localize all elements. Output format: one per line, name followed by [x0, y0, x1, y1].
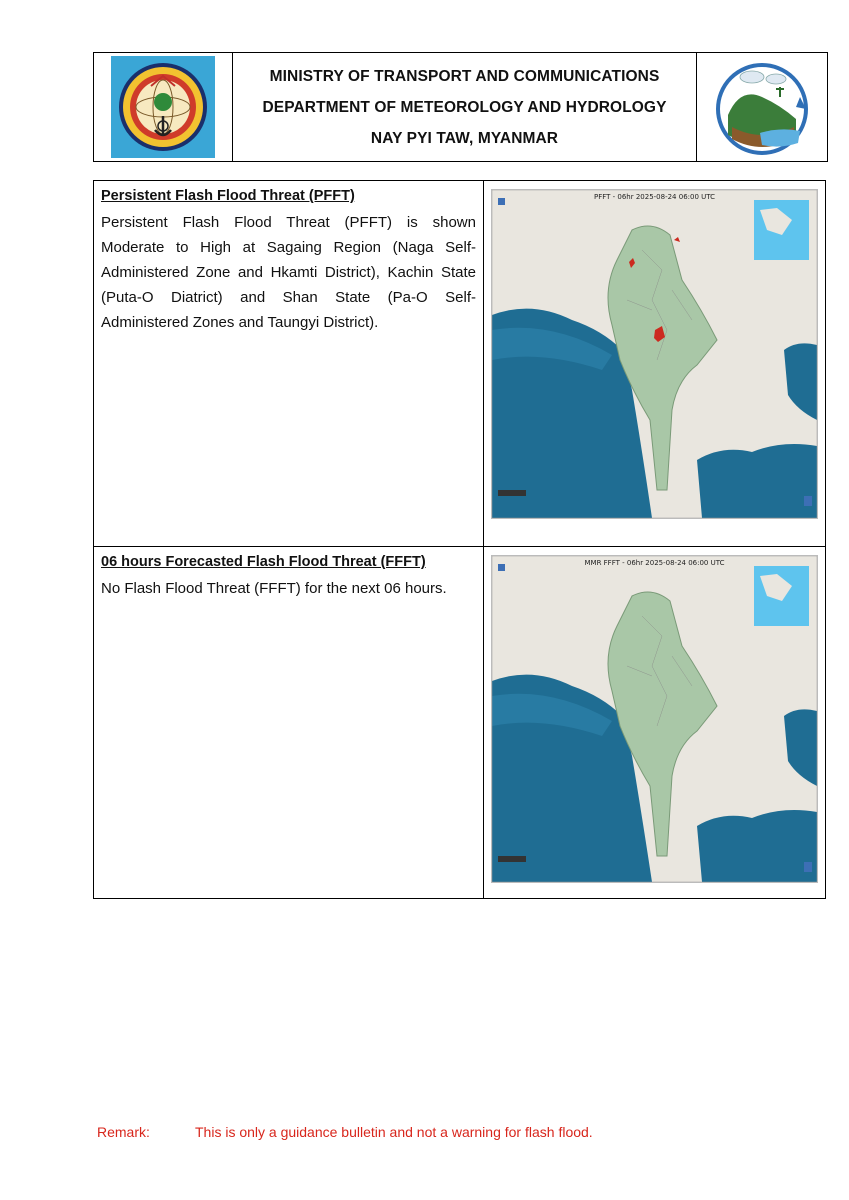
remark-label: Remark:: [97, 1124, 150, 1140]
letterhead-title: [233, 53, 696, 161]
ministry-name: MINISTRY OF TRANSPORT AND COMMUNICATIONS: [269, 67, 660, 85]
remark: [97, 1124, 593, 1140]
bulletin-table: [93, 180, 826, 899]
ffft-row: [94, 547, 825, 898]
pfft-map-caption: PFFT - 06hr 2025-08-24 06:00 UTC: [593, 193, 716, 201]
section-title: 06 hours Forecasted Flash Flood Threat (FFFT): [101, 554, 426, 570]
pfft-map: [491, 189, 818, 519]
ffft-map: [491, 555, 818, 883]
left-logo-cell: [94, 53, 233, 161]
ffft-text-cell: [94, 547, 484, 898]
ministry-emblem-icon: [111, 56, 215, 158]
location: NAY PYI TAW, MYANMAR: [370, 129, 559, 147]
ffft-map-cell: [484, 547, 825, 898]
section-title: Persistent Flash Flood Threat (PFFT): [101, 188, 355, 204]
letterhead: [93, 52, 828, 162]
pfft-row: [94, 181, 825, 547]
hydrological-cycle-icon: [710, 57, 814, 157]
section-body: No Flash Flood Threat (FFFT) for the next 06 hours.: [101, 580, 447, 597]
pfft-map-cell: [484, 181, 825, 546]
remark-text: This is only a guidance bulletin and not a warning for flash flood.: [195, 1124, 593, 1140]
pfft-text-cell: [94, 181, 484, 546]
ffft-map-caption: MMR FFFT - 06hr 2025-08-24 06:00 UTC: [584, 559, 725, 567]
section-body: Persistent Flash Flood Threat (PFFT) is shown Moderate to High at Sagaing Region (Naga Self-Administered Zone and Hkamti District), Kachin State (Puta-O Diatrict) and Shan State (Pa-O Self-Administered Zones and Taungyi District).: [101, 214, 476, 331]
department-name: DEPARTMENT OF METEOROLOGY AND HYDROLOGY: [262, 98, 667, 116]
right-logo-cell: [696, 53, 827, 161]
